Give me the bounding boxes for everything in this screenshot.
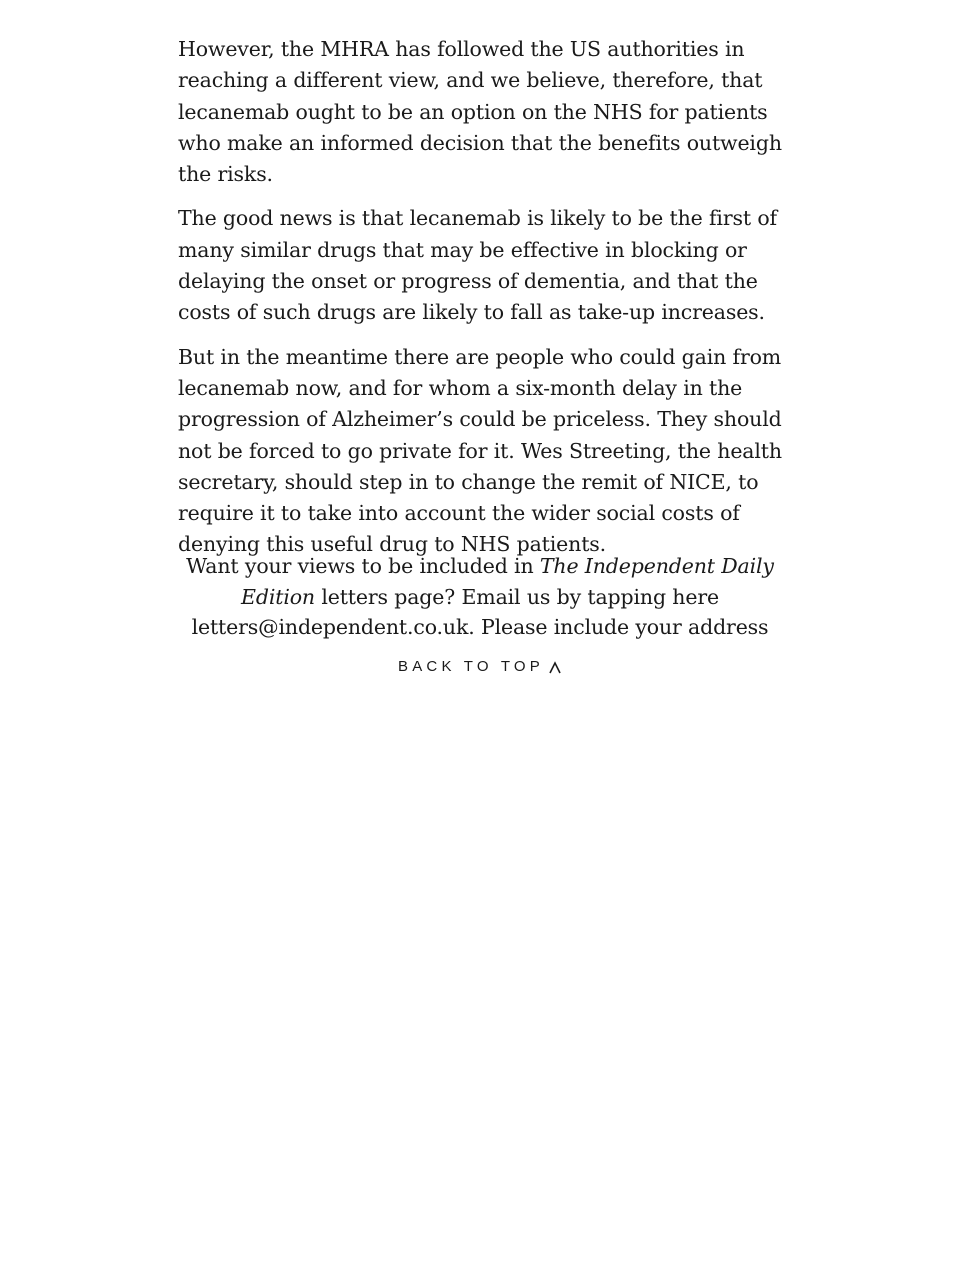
article-paragraph: The good news is that lecanemab is likely to be the first of many similar drugs that may be effective in blocking or delaying the onset or progress of dementia, and that the costs of such drugs are likely to fall as take-up increases. [178,206,777,325]
cta-prefix: Want your views to be included in [186,554,540,578]
article-paragraph: But in the meantime there are people who could gain from lecanemab now, and for whom a six-month delay in the progression of Alzheimer’s could be priceless. They should not be forced to go private for it. Wes Streeting, the health secretary, should step in to change the remit of NICE, to require it to take into account the wider social costs of denying this useful drug to NHS patients. [178,344,782,557]
back-to-top-label: BACK TO TOP [398,658,544,675]
article-body [178,34,790,574]
article-paragraph: However, the MHRA has followed the US authorities in reaching a different view, and we believe, therefore, that lecanemab ought to be an option on the NHS for patients who make an informed decision that the benefits outweigh the risks. [178,37,782,187]
back-to-top-button[interactable] [0,658,960,675]
publication-name: The Independent Daily Edition [241,554,774,609]
chevron-up-icon [548,660,562,674]
letters-call-to-action [150,551,810,643]
cta-suffix: . Please include your address [468,615,769,639]
letters-email-link[interactable]: letters@independent.co.uk [191,615,469,639]
cta-middle: letters page? Email us by tapping here [314,584,719,609]
